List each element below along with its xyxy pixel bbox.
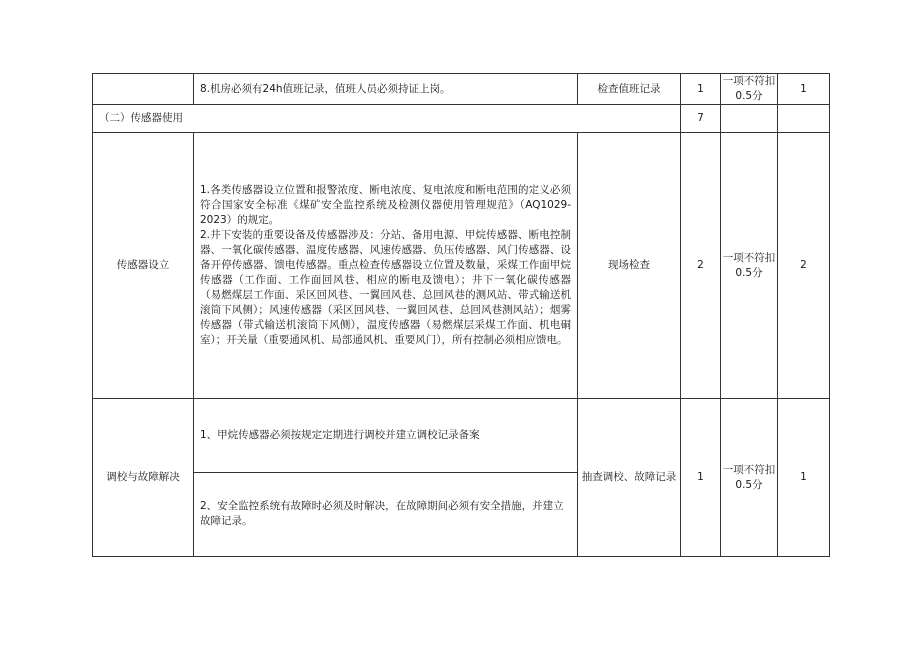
table-row: [93, 74, 830, 105]
score-cell: 1: [681, 399, 721, 557]
section-result: [778, 105, 830, 133]
sub-content: 2、安全监控系统有故障时必须及时解决，在故障期间必须有安全措施，并建立故障记录。: [200, 500, 564, 528]
section-criteria: [721, 105, 778, 133]
result-cell: 1: [778, 399, 830, 557]
category-cell: 传感器设立: [93, 133, 194, 399]
table-row: [93, 399, 830, 557]
content-paragraph: 2.井下安装的重要设备及传感器涉及：分站、备用电源、甲烷传感器、断电控制器、一氧化碳传感器、温度传感器、风速传感器、负压传感器、风门传感器、设备开停传感器、馈电传感器。重点检查传感器设立位置及数量，采煤工作面甲烷传感器（工作面、工作面回风巷、相应的断电及馈电）；井下一氧化碳传感器（易燃煤层工作面、采区回风巷、一翼回风巷、总回风巷的测风站、带式输送机滚筒下风侧）；风速传感器（采区回风巷、一翼回风巷、总回风巷测风站）；烟雾传感器（带式输送机滚筒下风侧），温度传感器（易燃煤层采煤工作面、机电硐室）；开关量（重要通风机、局部通风机、重要风门），所有控制必须相应馈电。: [200, 229, 571, 346]
result-cell: 2: [778, 133, 830, 399]
sub-content: 1、甲烷传感器必须按规定定期进行调校并建立调校记录备案: [194, 399, 577, 472]
content-cell: [194, 399, 578, 557]
method-cell: 检查值班记录: [578, 74, 681, 105]
content-cell: [194, 133, 578, 399]
method-cell: 抽查调校、故障记录: [578, 399, 681, 557]
table-row: [93, 133, 830, 399]
section-row: [93, 105, 830, 133]
score-cell: 1: [681, 74, 721, 105]
category-cell: 调校与故障解决: [93, 399, 194, 557]
criteria-cell: 一项不符扣0.5分: [721, 74, 778, 105]
score-cell: 2: [681, 133, 721, 399]
criteria-cell: 一项不符扣0.5分: [721, 133, 778, 399]
evaluation-table: [92, 73, 830, 557]
category-cell: [93, 74, 194, 105]
section-title: （二）传感器使用: [93, 105, 681, 133]
content-paragraph: 1.各类传感器设立位置和报警浓度、断电浓度、复电浓度和断电范围的定义必须符合国家安全标准《煤矿安全监控系统及检测仪器使用管理规范》（AQ1029-2023）的规定。: [200, 184, 571, 226]
content-cell: 8.机房必须有24h值班记录，值班人员必须持证上岗。: [194, 74, 578, 105]
section-score: 7: [681, 105, 721, 133]
criteria-cell: 一项不符扣0.5分: [721, 399, 778, 557]
result-cell: 1: [778, 74, 830, 105]
method-cell: 现场检查: [578, 133, 681, 399]
sub-table: [194, 399, 577, 556]
